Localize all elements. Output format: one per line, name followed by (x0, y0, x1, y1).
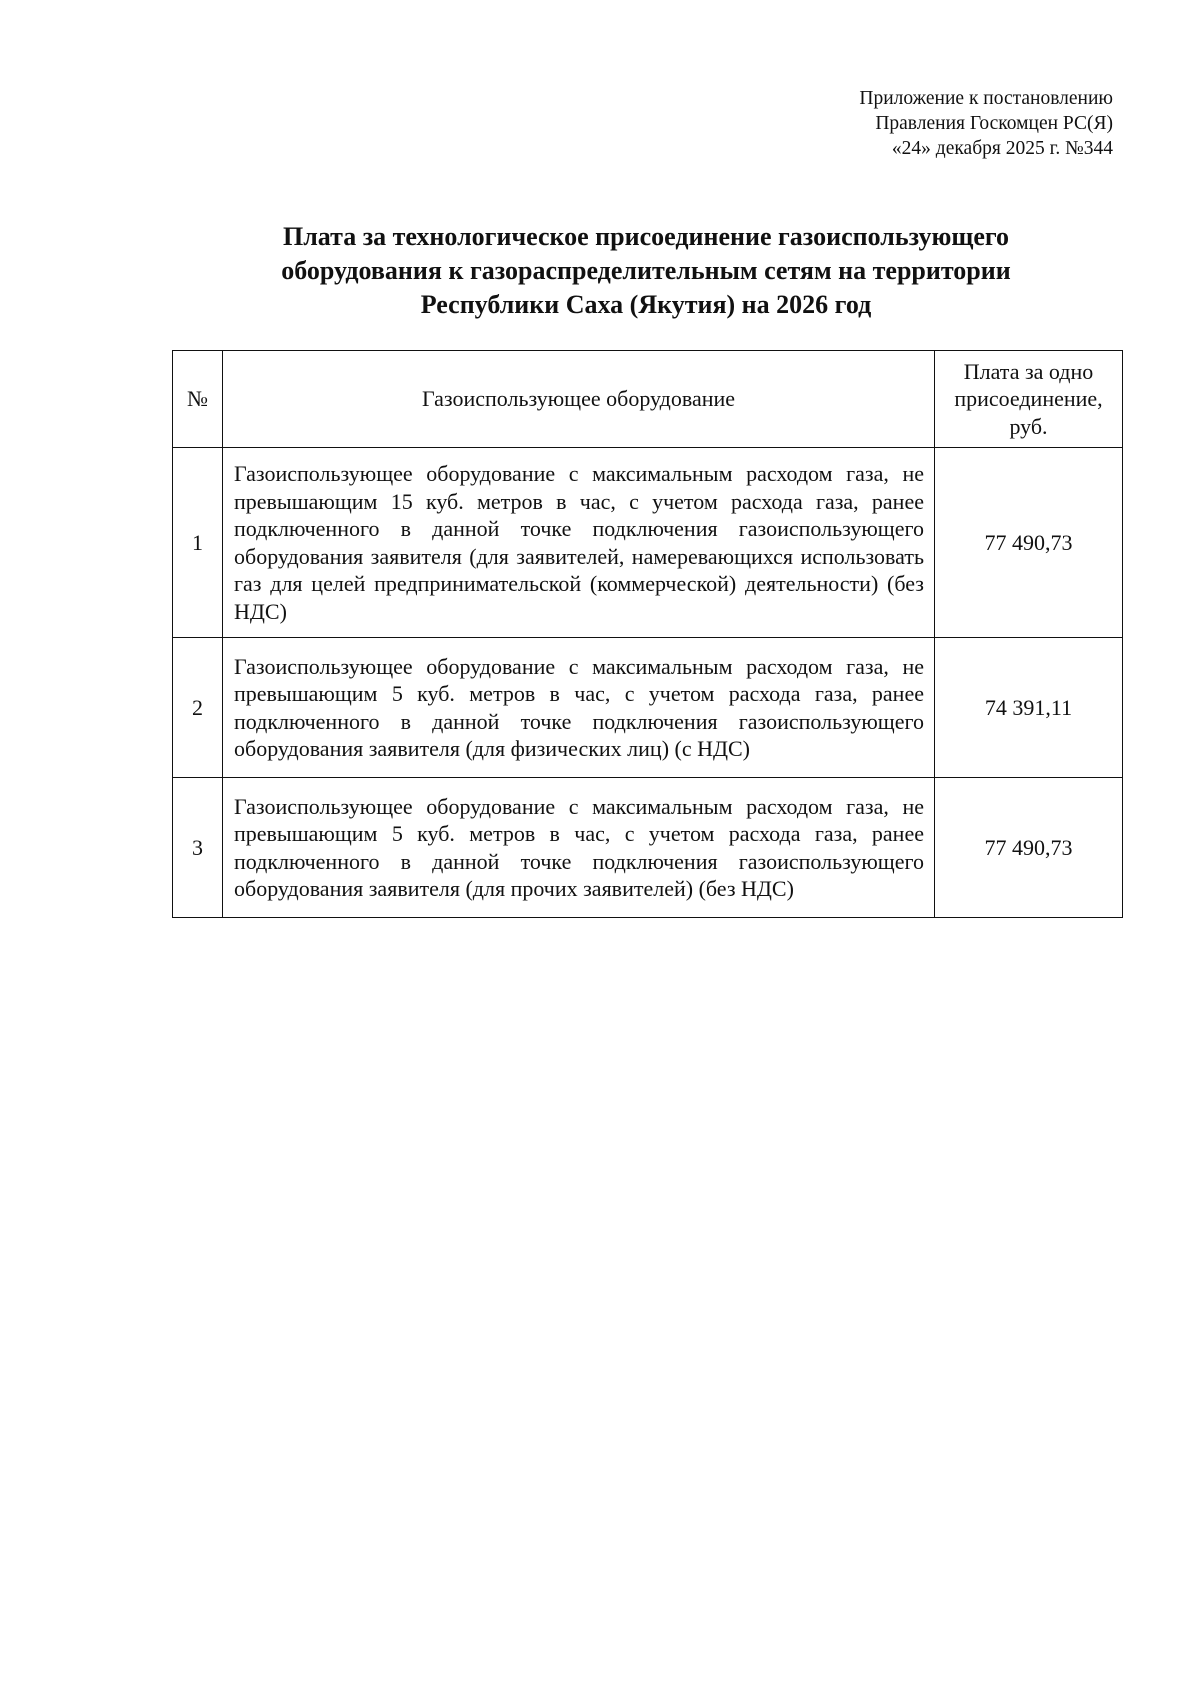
column-header-number: № (173, 351, 223, 448)
table-row (173, 778, 1123, 918)
row-number: 1 (173, 448, 223, 638)
document-title-line: Республики Саха (Якутия) на 2026 год (420, 290, 872, 319)
table-header-row (173, 351, 1123, 448)
equipment-description: Газоиспользующее оборудование с максимальным расходом газа, не превышающим 15 куб. метров в час, с учетом расхода газа, ранее подключенного в данной точке подключения газоиспользующего оборудования заявителя (для заявителей, намеревающихся использовать газ для целей предпринимательской (коммерческой) деятельности) (без НДС) (223, 448, 935, 638)
row-number: 3 (173, 778, 223, 918)
document-title (172, 220, 1120, 322)
document-title-line: оборудования к газораспределительным сетям на территории (281, 256, 1011, 285)
appendix-note-line: Приложение к постановлению (859, 88, 1113, 109)
equipment-description: Газоиспользующее оборудование с максимальным расходом газа, не превышающим 5 куб. метров в час, с учетом расхода газа, ранее подключенного в данной точке подключения газоиспользующего оборудования заявителя (для прочих заявителей) (без НДС) (223, 778, 935, 918)
column-header-equipment: Газоиспользующее оборудование (223, 351, 935, 448)
document-title-line: Плата за технологическое присоединение газоиспользующего (282, 222, 1010, 251)
equipment-description: Газоиспользующее оборудование с максимальным расходом газа, не превышающим 5 куб. метров в час, с учетом расхода газа, ранее подключенного в данной точке подключения газоиспользующего оборудования заявителя (для физических лиц) (с НДС) (223, 638, 935, 778)
connection-fee: 77 490,73 (935, 778, 1123, 918)
fee-table (172, 350, 1123, 918)
table-row (173, 448, 1123, 638)
column-header-fee: Плата за одно присоединение, руб. (935, 351, 1123, 448)
appendix-note-line: «24» декабря 2025 г. №344 (891, 138, 1113, 159)
appendix-note (693, 86, 1113, 161)
connection-fee: 77 490,73 (935, 448, 1123, 638)
table-row (173, 638, 1123, 778)
appendix-note-line: Правления Госкомцен РС(Я) (875, 113, 1113, 134)
row-number: 2 (173, 638, 223, 778)
connection-fee: 74 391,11 (935, 638, 1123, 778)
